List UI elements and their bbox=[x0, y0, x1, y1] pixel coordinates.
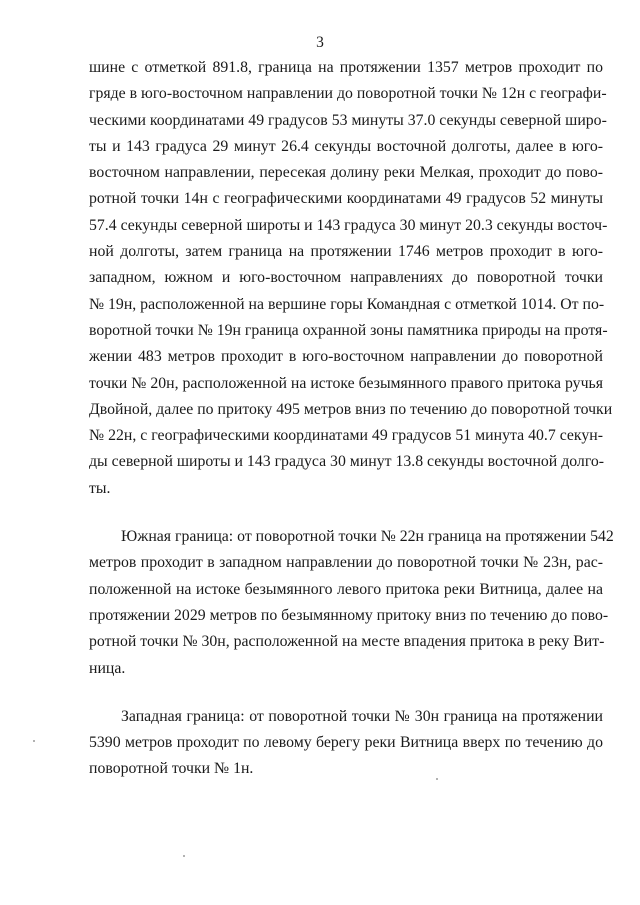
text-line: № 19н, расположенной на вершине горы Командная с отметкой 1014. От по- bbox=[89, 295, 605, 313]
scan-speck bbox=[33, 740, 35, 742]
text-line: ница. bbox=[89, 659, 126, 677]
text-line: ротной точки № 30н, расположенной на месте впадения притока в реку Вит- bbox=[89, 633, 605, 651]
paragraph-western-boundary bbox=[89, 704, 603, 783]
text-line: воротной точки № 19н граница охранной зоны памятника природы на протя- bbox=[89, 321, 608, 339]
text-line: восточном направлении, пересекая долину реки Мелкая, проходит до пово- bbox=[89, 164, 603, 182]
text-line: западном, южном и юго-восточном направлениях до поворотной точки bbox=[89, 269, 603, 287]
paragraph-continuation bbox=[89, 55, 613, 502]
text-line: протяжении 2029 метров по безымянному притоку вниз по течению до пово- bbox=[89, 606, 609, 624]
paragraph-southern-boundary bbox=[89, 524, 614, 682]
text-line: поворотной точки № 1н. bbox=[89, 760, 254, 778]
text-line: ротной точки 14н с географическими координатами 49 градусов 52 минуты bbox=[89, 190, 603, 208]
text-line: шине с отметкой 891.8, граница на протяжении 1357 метров проходит по bbox=[89, 59, 603, 76]
text-line: 57.4 секунды северной широты и 143 градуса 30 минут 20.3 секунды восточ- bbox=[89, 216, 608, 234]
text-line: № 22н, с географическими координатами 49 градусов 51 минута 40.7 секун- bbox=[89, 427, 603, 445]
text-line: метров проходит в западном направлении до поворотной точки № 23н, рас- bbox=[89, 554, 603, 572]
text-line: Двойной, далее по притоку 495 метров вниз по течению до поворотной точки bbox=[89, 400, 613, 418]
text-line: 5390 метров проходит по левому берегу реки Витница вверх по течению до bbox=[89, 734, 603, 752]
text-line: точки № 20н, расположенной на истоке безымянного правого притока ручья bbox=[89, 374, 603, 392]
scan-speck bbox=[436, 778, 438, 780]
scan-speck bbox=[183, 855, 185, 857]
text-line: Западная граница: от поворотной точки № 30н граница на протяжении bbox=[121, 707, 603, 725]
text-line: положенной на истоке безымянного левого притока реки Витница, далее на bbox=[89, 580, 603, 598]
text-line: ной долготы, затем граница на протяжении 1746 метров проходит в юго- bbox=[89, 243, 603, 261]
text-line: Южная граница: от поворотной точки № 22н граница на протяжении 542 bbox=[121, 528, 614, 546]
text-line: жении 483 метров проходит в юго-восточном направлении до поворотной bbox=[89, 348, 603, 366]
text-line: ты и 143 градуса 29 минут 26.4 секунды восточной долготы, далее в юго- bbox=[89, 137, 603, 155]
text-line: ческими координатами 49 градусов 53 минуты 37.0 секунды северной широ- bbox=[89, 111, 607, 129]
text-line: ды северной широты и 143 градуса 30 минут 13.8 секунды восточной долго- bbox=[89, 453, 605, 471]
text-line: гряде в юго-восточном направлении до поворотной точки № 12н с географи- bbox=[89, 85, 607, 103]
text-line: ты. bbox=[89, 479, 111, 497]
document-body bbox=[89, 55, 614, 783]
page-number: 3 bbox=[316, 34, 324, 51]
